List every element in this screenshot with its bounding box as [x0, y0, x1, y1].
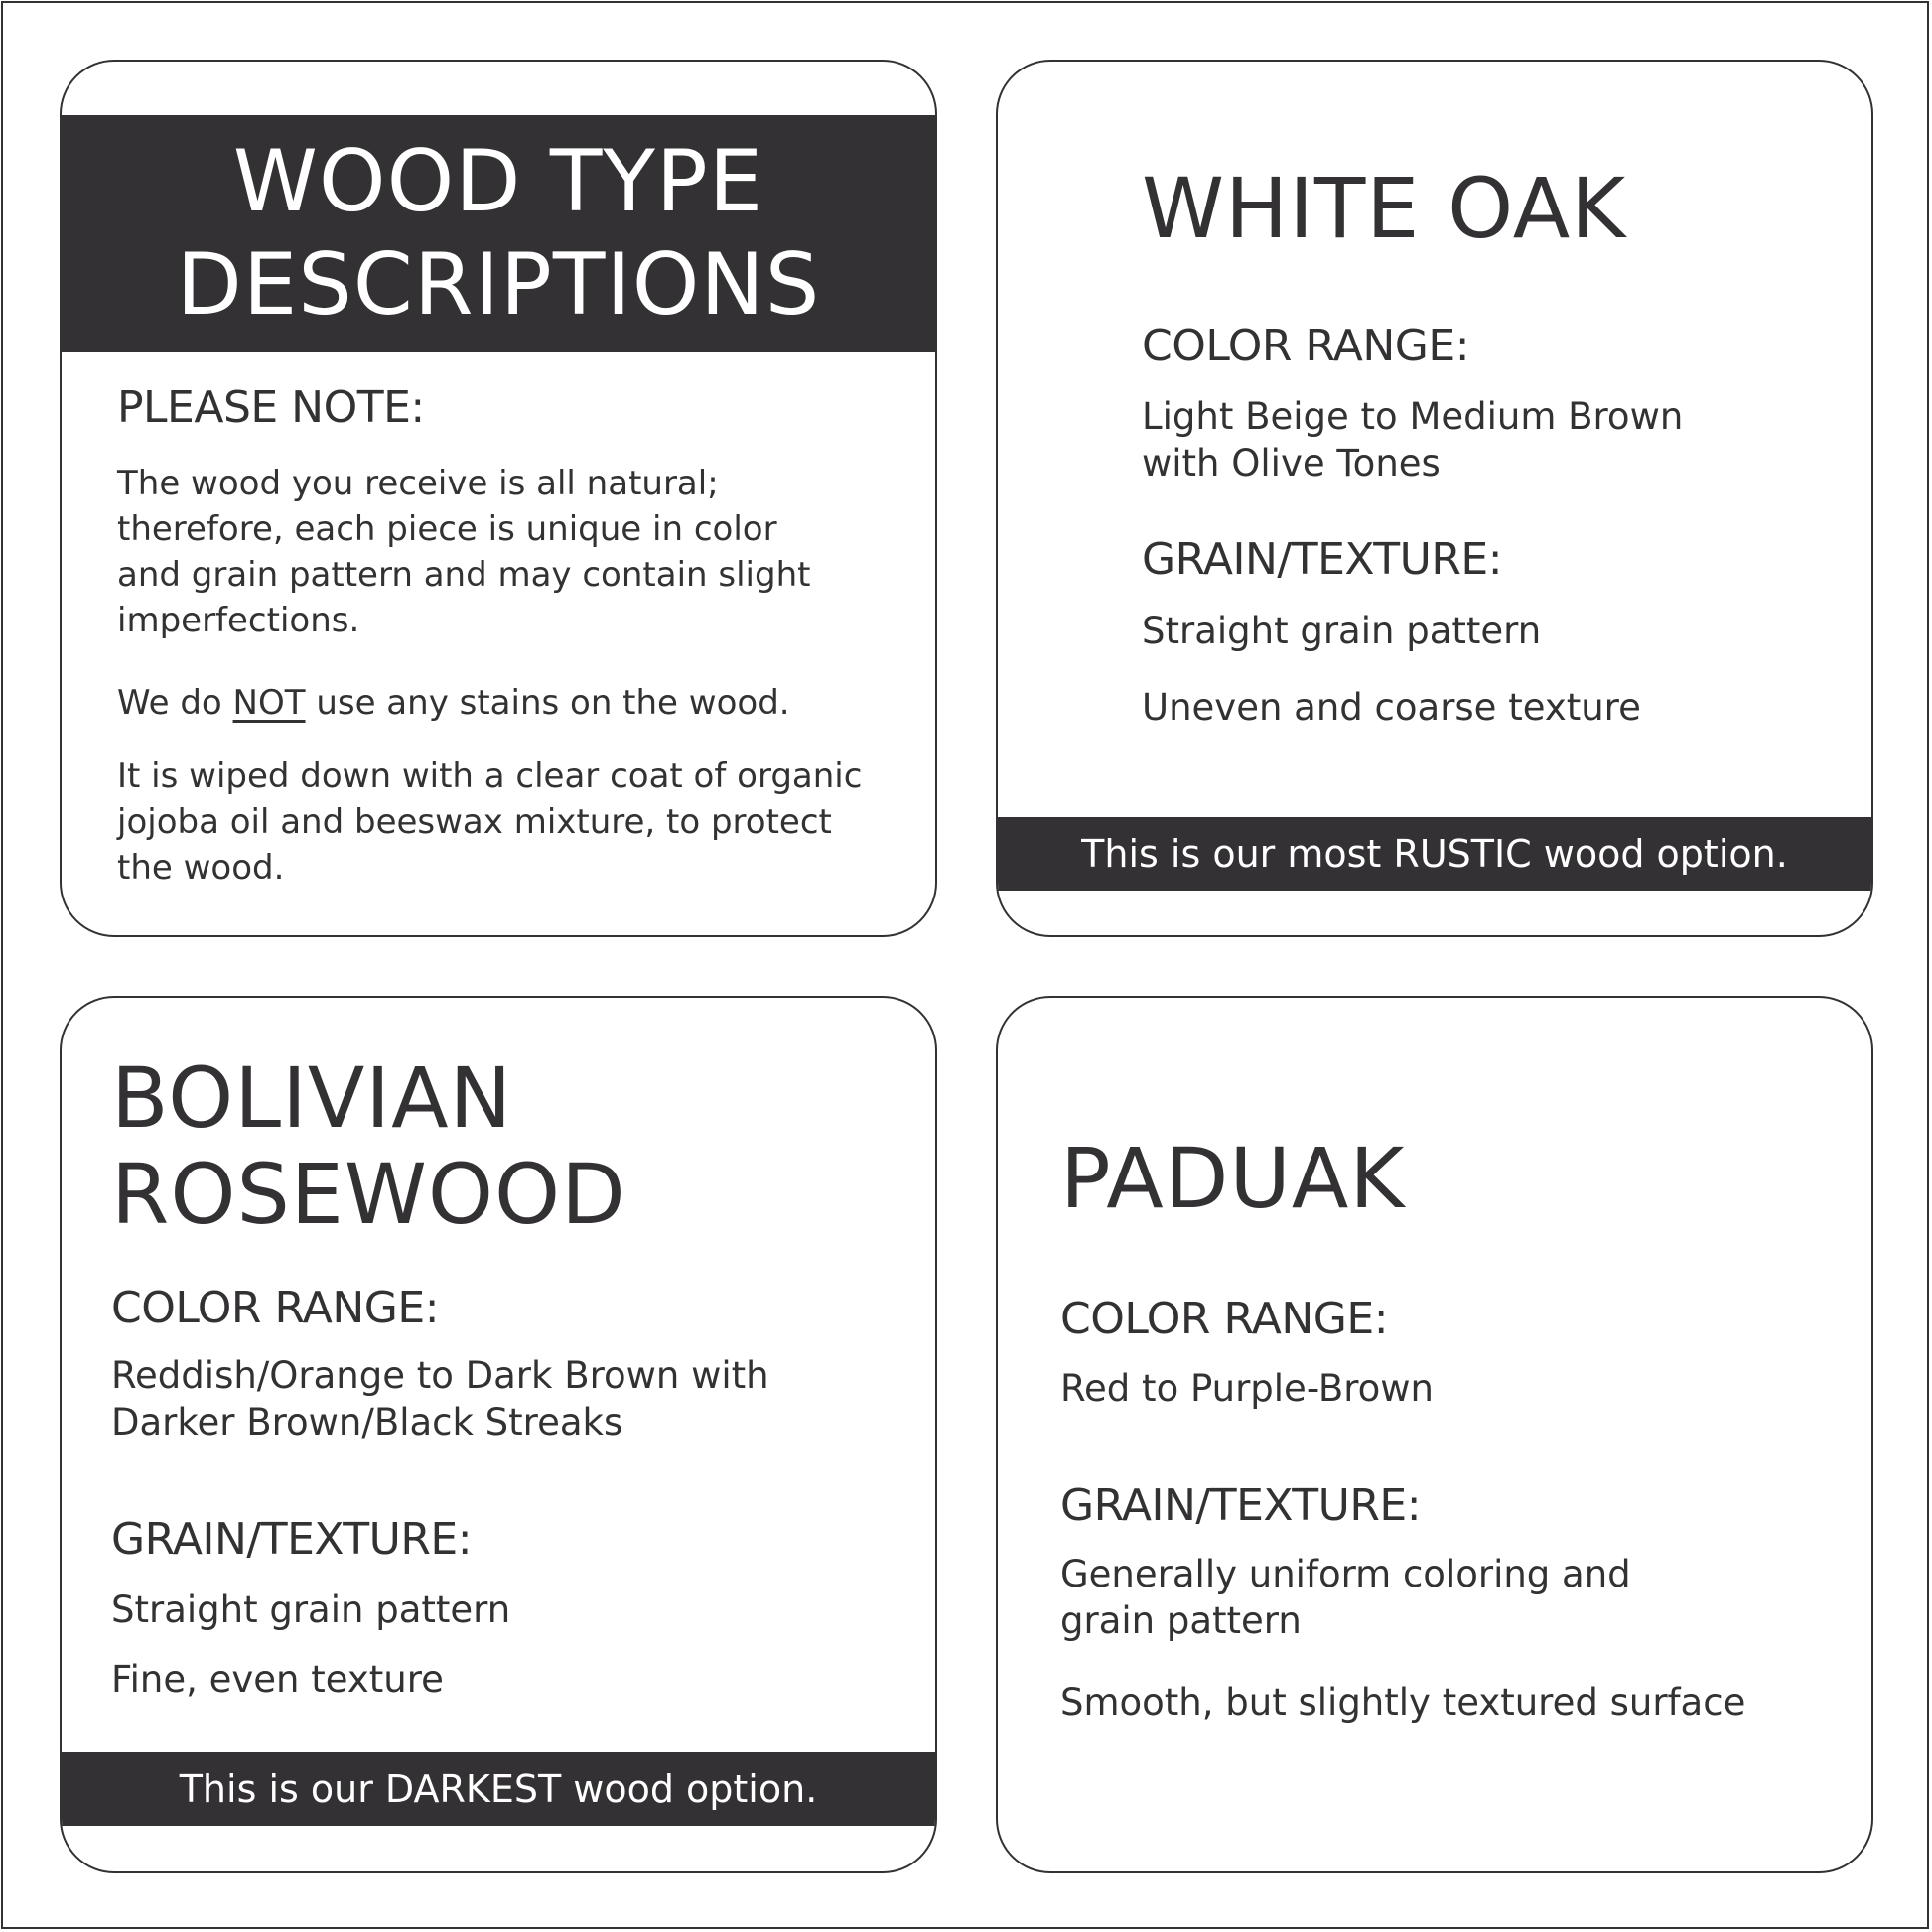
- white-oak-color-range: [1142, 393, 1683, 486]
- rosewood-texture-item: Fine, even texture: [111, 1658, 444, 1701]
- note-line: imperfections.: [117, 601, 360, 640]
- rosewood-banner: This is our DARKEST wood option.: [62, 1752, 935, 1826]
- rosewood-grain-label: GRAIN/TEXTURE:: [111, 1514, 473, 1565]
- note-paragraph: [117, 461, 810, 643]
- white-oak-title: WHITE OAK: [1142, 160, 1627, 257]
- rosewood-color-label: COLOR RANGE:: [111, 1283, 440, 1333]
- stain-suffix: use any stains on the wood.: [305, 683, 790, 723]
- finish-paragraph: [117, 754, 862, 891]
- color-line: Light Beige to Medium Brown: [1142, 395, 1684, 438]
- stain-emphasis: NOT: [232, 683, 306, 723]
- paduak-grain-label: GRAIN/TEXTURE:: [1060, 1480, 1422, 1531]
- paduak-surface-item: Smooth, but slightly textured surface: [1060, 1681, 1746, 1724]
- intro-header: [62, 115, 935, 352]
- note-line: The wood you receive is all natural;: [117, 464, 719, 503]
- intro-card: [60, 60, 937, 937]
- please-note-label: PLEASE NOTE:: [117, 382, 425, 433]
- rosewood-color-range: [111, 1352, 769, 1446]
- paduak-color-label: COLOR RANGE:: [1060, 1294, 1389, 1344]
- rosewood-title-line2: ROSEWOOD: [111, 1146, 626, 1243]
- paduak-card: [996, 996, 1873, 1873]
- rosewood-grain-item: Straight grain pattern: [111, 1588, 511, 1631]
- white-oak-grain-label: GRAIN/TEXTURE:: [1142, 534, 1503, 585]
- paduak-title: PADUAK: [1060, 1130, 1406, 1227]
- white-oak-card: [996, 60, 1873, 937]
- paduak-color-range: Red to Purple-Brown: [1060, 1367, 1434, 1410]
- white-oak-banner: This is our most RUSTIC wood option.: [998, 817, 1871, 891]
- white-oak-texture-item: Uneven and coarse texture: [1142, 686, 1641, 729]
- finish-line: the wood.: [117, 848, 285, 888]
- color-line: Darker Brown/Black Streaks: [111, 1401, 623, 1444]
- color-line: Reddish/Orange to Dark Brown with: [111, 1354, 769, 1397]
- paduak-grain-description: [1060, 1551, 1631, 1644]
- rosewood-title-line1: BOLIVIAN: [111, 1049, 513, 1147]
- stain-prefix: We do: [117, 683, 233, 723]
- bolivian-rosewood-card: [60, 996, 937, 1873]
- white-oak-grain-item: Straight grain pattern: [1142, 610, 1542, 652]
- finish-line: jojoba oil and beeswax mixture, to protect: [117, 802, 832, 842]
- grain-line: Generally uniform coloring and: [1060, 1553, 1631, 1595]
- white-oak-color-label: COLOR RANGE:: [1142, 321, 1470, 371]
- finish-line: It is wiped down with a clear coat of organic: [117, 757, 863, 796]
- grain-line: grain pattern: [1060, 1599, 1302, 1642]
- color-line: with Olive Tones: [1142, 442, 1441, 484]
- note-line: therefore, each piece is unique in color: [117, 509, 777, 549]
- note-line: and grain pattern and may contain slight: [117, 555, 811, 595]
- intro-title-line1: WOOD TYPE: [232, 132, 764, 231]
- no-stain-statement: [117, 680, 790, 726]
- intro-title-line2: DESCRIPTIONS: [176, 235, 821, 335]
